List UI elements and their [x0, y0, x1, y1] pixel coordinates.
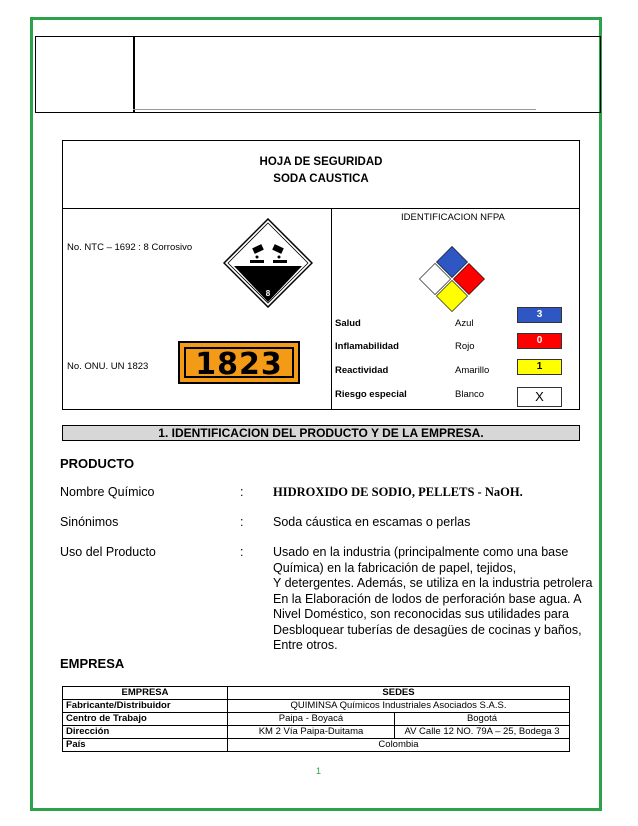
table-label-direccion: Dirección	[63, 726, 228, 739]
nfpa-color-inflamabilidad: Rojo	[455, 341, 475, 352]
sheet-title	[63, 141, 579, 209]
table-value-centro-bogota: Bogotá	[395, 713, 570, 726]
nfpa-color-riesgo-especial: Blanco	[455, 389, 485, 400]
table-row	[63, 726, 570, 739]
nfpa-title: IDENTIFICACION NFPA	[401, 212, 505, 223]
field-value-nombre-quimico: HIDROXIDO DE SODIO, PELLETS - NaOH.	[273, 485, 523, 499]
uso-line: Química) en la fabricación de papel, tejidos,	[273, 560, 517, 575]
header-underline	[133, 109, 536, 110]
nfpa-value-inflamabilidad: 0	[517, 333, 562, 349]
un-number-plate	[178, 341, 300, 384]
nfpa-color-reactividad: Amarillo	[455, 365, 490, 376]
table-row	[63, 700, 570, 713]
table-row	[63, 687, 570, 700]
table-label-pais: País	[63, 739, 228, 752]
section-1-title: 1. IDENTIFICACION DEL PRODUCTO Y DE LA EMPRESA.	[62, 425, 580, 441]
field-colon: :	[240, 485, 244, 499]
table-row	[63, 739, 570, 752]
empresa-heading: EMPRESA	[60, 656, 125, 671]
nfpa-color-salud: Azul	[455, 318, 474, 329]
onu-label: No. ONU. UN 1823	[67, 361, 149, 372]
corrosive-hazard-icon	[223, 218, 313, 308]
sheet-title-line2: SODA CAUSTICA	[273, 173, 369, 185]
nfpa-value-reactividad: 1	[517, 359, 562, 375]
ntc-label: No. NTC – 1692 : 8 Corrosivo	[67, 242, 193, 253]
field-label-sinonimos: Sinónimos	[60, 515, 119, 529]
nfpa-value-salud: 3	[517, 307, 562, 323]
nfpa-diamond-icon	[418, 245, 486, 313]
nfpa-value-riesgo-especial: X	[517, 387, 562, 407]
producto-heading: PRODUCTO	[60, 456, 135, 471]
table-value-direccion-bogota: AV Calle 12 NO. 79A – 25, Bodega 3	[395, 726, 570, 739]
nfpa-label-riesgo-especial: Riesgo especial	[335, 389, 407, 400]
table-label-fabricante: Fabricante/Distribuidor	[63, 700, 228, 713]
table-value-direccion-paipa: KM 2 Vía Paipa-Duitama	[228, 726, 395, 739]
header-logo-cell	[36, 37, 135, 112]
sheet-title-line1: HOJA DE SEGURIDAD	[259, 156, 383, 168]
uso-line: Nivel Doméstico, son reconocidas sus utilidades para	[273, 607, 569, 621]
nfpa-label-inflamabilidad: Inflamabilidad	[335, 341, 399, 352]
nfpa-label-salud: Salud	[335, 318, 361, 329]
table-header-empresa: EMPRESA	[63, 687, 228, 700]
hazard-class-number: 8	[265, 289, 271, 298]
table-label-centro: Centro de Trabajo	[63, 713, 228, 726]
table-value-fabricante: QUIMINSA Químicos Industriales Asociados S.A.S.	[228, 700, 570, 713]
uso-line: Usado en la industria (principalmente como una base	[273, 545, 569, 559]
table-header-sedes: SEDES	[228, 687, 570, 700]
field-label-nombre-quimico: Nombre Químico	[60, 485, 155, 499]
table-value-pais: Colombia	[228, 739, 570, 752]
uso-line: En la Elaboración de lodos de perforación base agua. A	[273, 591, 582, 606]
uso-line: Desbloquear tuberías de desagües de cocinas y baños,	[273, 622, 582, 637]
table-row	[63, 713, 570, 726]
document-header-box	[35, 36, 601, 113]
uso-line: Y detergentes. Además, se utiliza en la industria petrolera	[273, 576, 593, 590]
field-value-sinonimos: Soda cáustica en escamas o perlas	[273, 515, 471, 529]
table-value-centro-paipa: Paipa - Boyacá	[228, 713, 395, 726]
field-label-uso: Uso del Producto	[60, 545, 156, 559]
column-divider	[331, 209, 332, 410]
field-value-uso	[273, 545, 593, 654]
uso-line: Entre otros.	[273, 638, 338, 652]
safety-summary-box	[62, 140, 580, 410]
field-colon: :	[240, 515, 244, 529]
nfpa-label-reactividad: Reactividad	[335, 365, 389, 376]
field-colon: :	[240, 545, 244, 559]
page-number: 1	[316, 766, 322, 776]
empresa-table	[62, 686, 570, 752]
un-number: 1823	[184, 347, 294, 378]
